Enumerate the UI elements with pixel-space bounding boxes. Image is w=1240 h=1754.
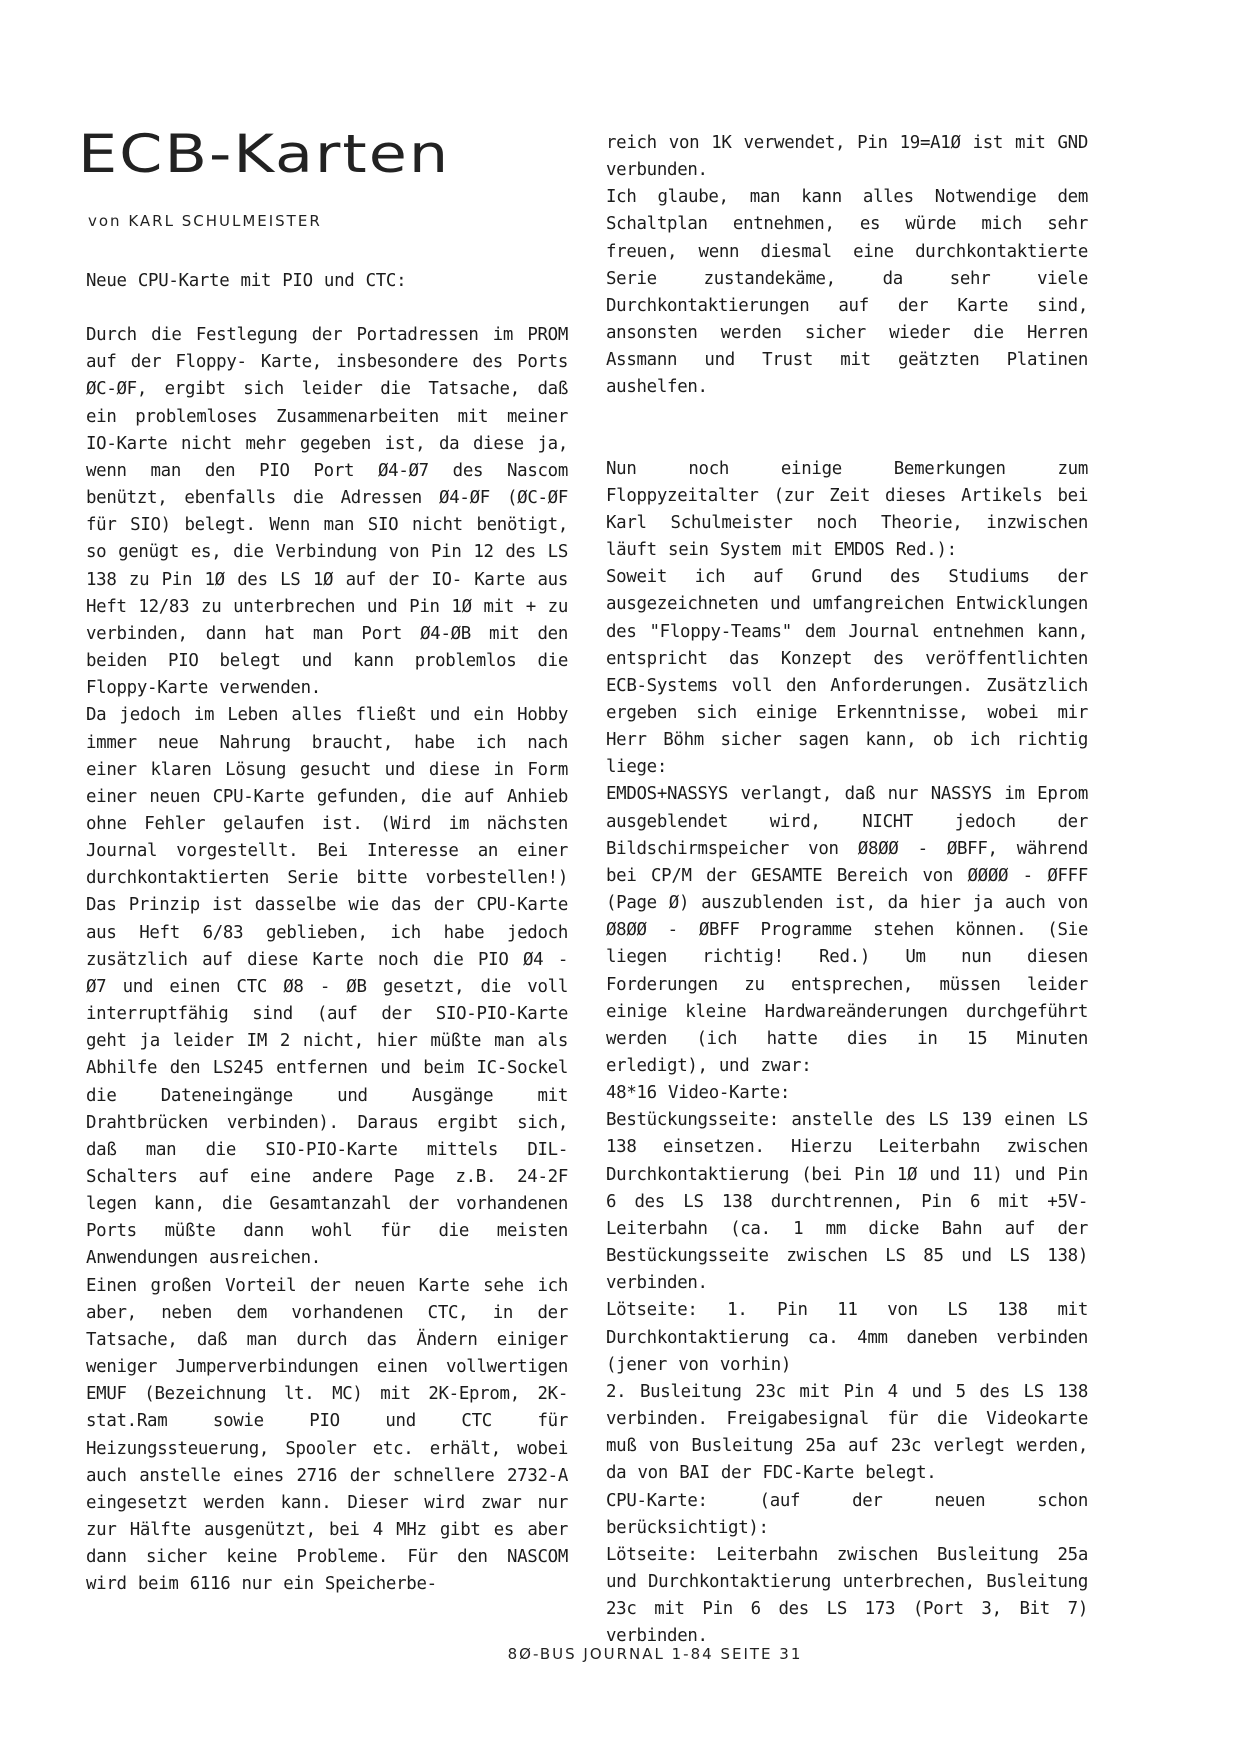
right-paragraph-7: Bestückungsseite: anstelle des LS 139 einen LS 138 einsetzen. Hierzu Leiterbahn zwischen Durchkontaktierung (bei Pin 1Ø und 11) und Pin 6 des LS 138 durchtrennen, Pin 6 mit +5V-Leiterbahn (ca. 1 mm dicke Bahn auf der Bestückungsseite zwischen LS 85 und LS 138) verbinden. <box>606 1110 1088 1294</box>
left-paragraph-1: Durch die Festlegung der Portadressen im PROM auf der Floppy- Karte, insbesondere des Ports ØC-ØF, ergibt sich leider die Tatsache, daß ein problemloses Zusammenarbeiten mit meiner IO-Karte nicht mehr gegeben ist, da diese ja, wenn man den PIO Port Ø4-Ø7 des Nascom benützt, ebenfalls die Adressen Ø4-ØF (ØC-ØF für SIO) belegt. Wenn man SIO nicht benötigt, so genügt es, die Verbindung von Pin 12 des LS 138 zu Pin 1Ø des LS 1Ø auf der IO- Karte aus Heft 12/83 zu unterbrechen und Pin 1Ø mit + zu verbinden, dann hat man Port Ø4-ØB mit den beiden PIO belegt und kann problemlos die Floppy-Karte verwenden. <box>86 325 568 699</box>
article-subtitle: Neue CPU-Karte mit PIO und CTC: <box>86 271 407 291</box>
left-paragraph-2: Da jedoch im Leben alles fließt und ein Hobby immer neue Nahrung braucht, habe ich nach einer klaren Lösung gesucht und diese in Form einer neuen CPU-Karte gefunden, die auf Anhieb ohne Fehler gelaufen ist. (Wird im nächsten Journal vorgestellt. Bei Interesse an einer durchkontaktierten Serie bitte vorbestellen!) Das Prinzip ist dasselbe wie das der CPU-Karte aus Heft 6/83 geblieben, ich habe jedoch zusätzlich auf diese Karte noch die PIO Ø4 - Ø7 und einen CTC Ø8 - ØB gesetzt, die voll interruptfähig sind (auf der SIO-PIO-Karte geht ja leider IM 2 nicht, hier müßte man als Abhilfe den LS245 entfernen und beim IC-Sockel die Dateneingänge und Ausgänge mit Drahtbrücken verbinden). Daraus ergibt sich, daß man die SIO-PIO-Karte mittels DIL-Schalters auf eine andere Page z.B. 24-2F legen kann, die Gesamtanzahl der vorhandenen Ports müßte dann wohl für die meisten Anwendungen ausreichen. <box>86 705 568 1269</box>
article-byline: von KARL SCHULMEISTER <box>88 212 322 230</box>
right-paragraph-1: reich von 1K verwendet, Pin 19=A1Ø ist mit GND verbunden. <box>606 133 1088 181</box>
right-paragraph-5: EMDOS+NASSYS verlangt, daß nur NASSYS im Eprom ausgeblendet wird, NICHT jedoch der Bildschirmspeicher von Ø8ØØ - ØBFF, während bei CP/M der GESAMTE Bereich von ØØØØ - ØFFF (Page Ø) auszublenden ist, da hier ja auch von Ø8ØØ - ØBFF Programme stehen können. (Sie liegen richtig! Red.) Um nun diesen Forderungen zu entsprechen, müssen leider einige kleine Hardwareänderungen durchgeführt werden (ich hatte dies in 15 Minuten erledigt), und zwar: <box>606 784 1088 1076</box>
right-paragraph-10: CPU-Karte: (auf der neuen schon berücksichtigt): <box>606 1490 1088 1538</box>
right-paragraph-6: 48*16 Video-Karte: <box>606 1083 791 1104</box>
right-paragraph-9: 2. Busleitung 23c mit Pin 4 und 5 des LS 138 verbinden. Freigabesignal für die Videokarte muß von Busleitung 25a auf 23c verlegt werden, da von BAI der FDC-Karte belegt. <box>606 1381 1088 1484</box>
right-paragraph-3: Nun noch einige Bemerkungen zum Floppyzeitalter (zur Zeit dieses Artikels bei Karl Schulmeister noch Theorie, inzwischen läuft sein System mit EMDOS Red.): <box>606 458 1088 561</box>
right-column <box>606 130 1088 1650</box>
left-column <box>86 268 568 1599</box>
page-footer <box>0 1645 1240 1663</box>
right-paragraph-4: Soweit ich auf Grund des Studiums der ausgezeichneten und umfangreichen Entwicklungen des "Floppy-Teams" dem Journal entnehmen kann, entspricht das Konzept des veröffentlichten ECB-Systems voll den Anforderungen. Zusätzlich ergeben sich einige Erkenntnisse, wobei mir Herr Böhm sicher sagen kann, ob ich richtig liege: <box>606 567 1088 778</box>
article-title: ECB-Karten <box>78 122 451 185</box>
left-paragraph-3: Einen großen Vorteil der neuen Karte sehe ich aber, neben dem vorhandenen CTC, in der Tatsache, daß man durch das Ändern einiger weniger Jumperverbindungen einen vollwertigen EMUF (Bezeichnung lt. MC) mit 2K-Eprom, 2K-stat.Ram sowie PIO und CTC für Heizungssteuerung, Spooler etc. erhält, wobei auch anstelle eines 2716 der schnellere 2732-A eingesetzt werden kann. Dieser wird zwar nur zur Hälfte ausgenützt, bei 4 MHz gibt es aber dann sicher keine Probleme. Für den NASCOM wird beim 6116 nur ein Speicherbe- <box>86 1275 568 1595</box>
right-paragraph-11: Lötseite: Leiterbahn zwischen Busleitung 25a und Durchkontaktierung unterbrechen, Busleitung 23c mit Pin 6 des LS 173 (Port 3, Bit 7) verbinden. <box>606 1544 1088 1647</box>
right-paragraph-8: Lötseite: 1. Pin 11 von LS 138 mit Durchkontaktierung ca. 4mm daneben verbinden (jener von vorhin) <box>606 1300 1088 1375</box>
right-paragraph-2: Ich glaube, man kann alles Notwendige dem Schaltplan entnehmen, es würde mich sehr freuen, wenn diesmal eine durchkontaktierte Serie zustandekäme, da sehr viele Durchkontaktierungen auf der Karte sind, ansonsten werden sicher wieder die Herren Assmann und Trust mit geätzten Platinen aushelfen. <box>606 187 1088 398</box>
footer-text: 8Ø-BUS JOURNAL 1-84 SEITE 31 <box>507 1645 803 1663</box>
